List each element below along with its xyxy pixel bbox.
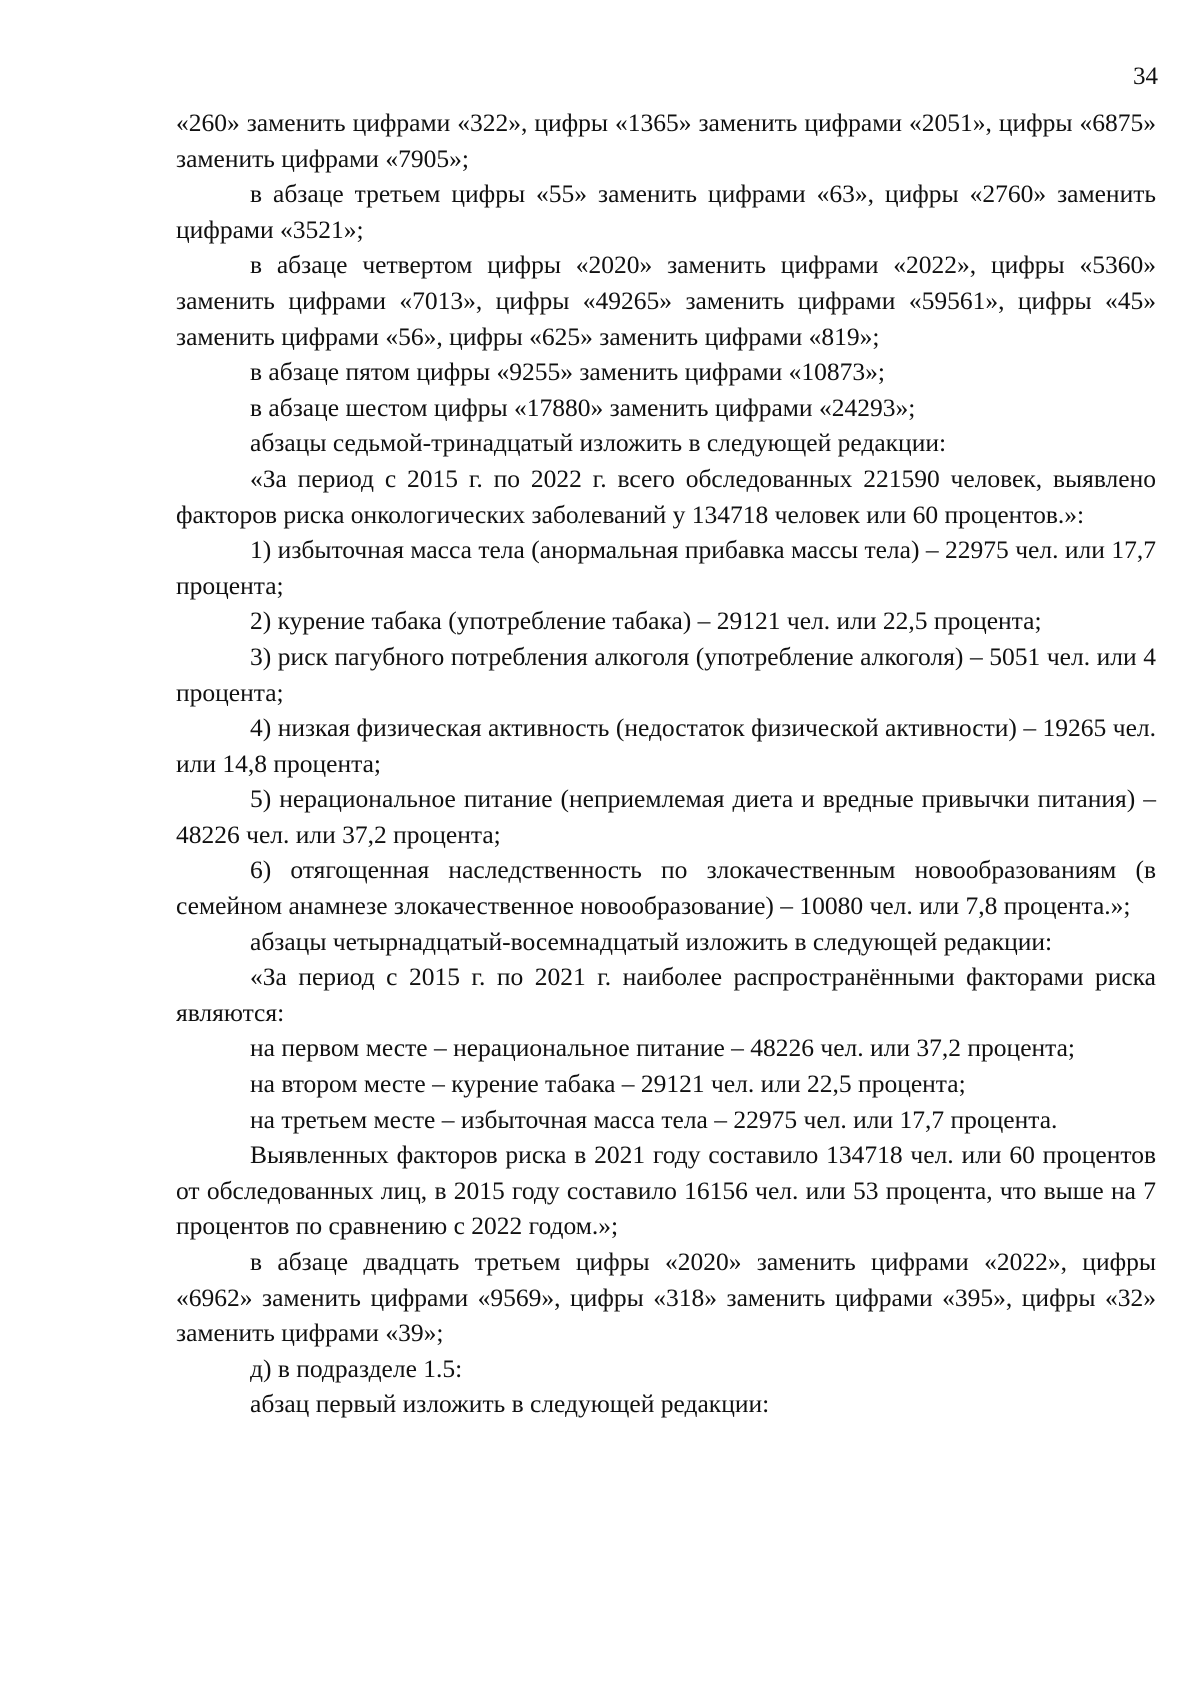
paragraph: Выявленных факторов риска в 2021 году составило 134718 чел. или 60 процентов от обследованных лиц, в 2015 году составило 16156 чел. или 53 процента, что выше на 7 процентов по сравнению с 2022 годом.»;	[176, 1140, 1156, 1241]
paragraph: д) в подразделе 1.5:	[250, 1353, 463, 1383]
paragraph: в абзаце шестом цифры «17880» заменить цифрами «24293»;	[250, 392, 916, 422]
paragraph: в абзаце четвертом цифры «2020» заменить цифрами «2022», цифры «5360» заменить цифрами «7013», цифры «49265» заменить цифрами «59561», цифры «45» заменить цифрами «56», цифры «625» заменить цифрами «819»;	[176, 250, 1156, 351]
paragraph: «За период с 2015 г. по 2021 г. наиболее распространёнными факторами риска являются:	[176, 962, 1156, 1027]
document-body	[176, 105, 1156, 1422]
list-item: 4) низкая физическая активность (недостаток физической активности) – 19265 чел. или 14,8 процента;	[176, 713, 1156, 778]
paragraph: в абзаце пятом цифры «9255» заменить цифрами «10873»;	[250, 357, 886, 387]
paragraph: «За период с 2015 г. по 2022 г. всего обследованных 221590 человек, выявлено факторов риска онкологических заболеваний у 134718 человек или 60 процентов.»:	[176, 463, 1156, 529]
paragraph: в абзаце третьем цифры «55» заменить цифрами «63», цифры «2760» заменить цифрами «3521»;	[176, 179, 1156, 244]
paragraph: абзац первый изложить в следующей редакции:	[250, 1389, 770, 1419]
list-item: 1) избыточная масса тела (анормальная прибавка массы тела) – 22975 чел. или 17,7 процента;	[176, 535, 1156, 600]
page-number: 34	[1133, 63, 1158, 90]
list-item: 3) риск пагубного потребления алкоголя (употребление алкоголя) – 5051 чел. или 4 процента;	[176, 641, 1156, 707]
paragraph: на втором месте – курение табака – 29121 чел. или 22,5 процента;	[250, 1069, 966, 1099]
paragraph: «260» заменить цифрами «322», цифры «1365» заменить цифрами «2051», цифры «6875» заменить цифрами «7905»;	[176, 108, 1156, 173]
paragraph: на первом месте – нерациональное питание – 48226 чел. или 37,2 процента;	[250, 1033, 1076, 1063]
list-item: 5) нерациональное питание (неприемлемая диета и вредные привычки питания) – 48226 чел. или 37,2 процента;	[176, 784, 1156, 849]
list-item: 6) отягощенная наследственность по злокачественным новообразованиям (в семейном анамнезе злокачественное новообразование) – 10080 чел. или 7,8 процента.»;	[176, 855, 1156, 921]
paragraph: абзацы четырнадцатый-восемнадцатый изложить в следующей редакции:	[250, 926, 1053, 956]
paragraph: в абзаце двадцать третьем цифры «2020» заменить цифрами «2022», цифры «6962» заменить цифрами «9569», цифры «318» заменить цифрами «395», цифры «32» заменить цифрами «39»;	[176, 1247, 1156, 1348]
list-item: 2) курение табака (употребление табака) – 29121 чел. или 22,5 процента;	[250, 606, 1042, 636]
paragraph: на третьем месте – избыточная масса тела – 22975 чел. или 17,7 процента.	[250, 1104, 1058, 1134]
paragraph: абзацы седьмой-тринадцатый изложить в следующей редакции:	[250, 428, 947, 458]
